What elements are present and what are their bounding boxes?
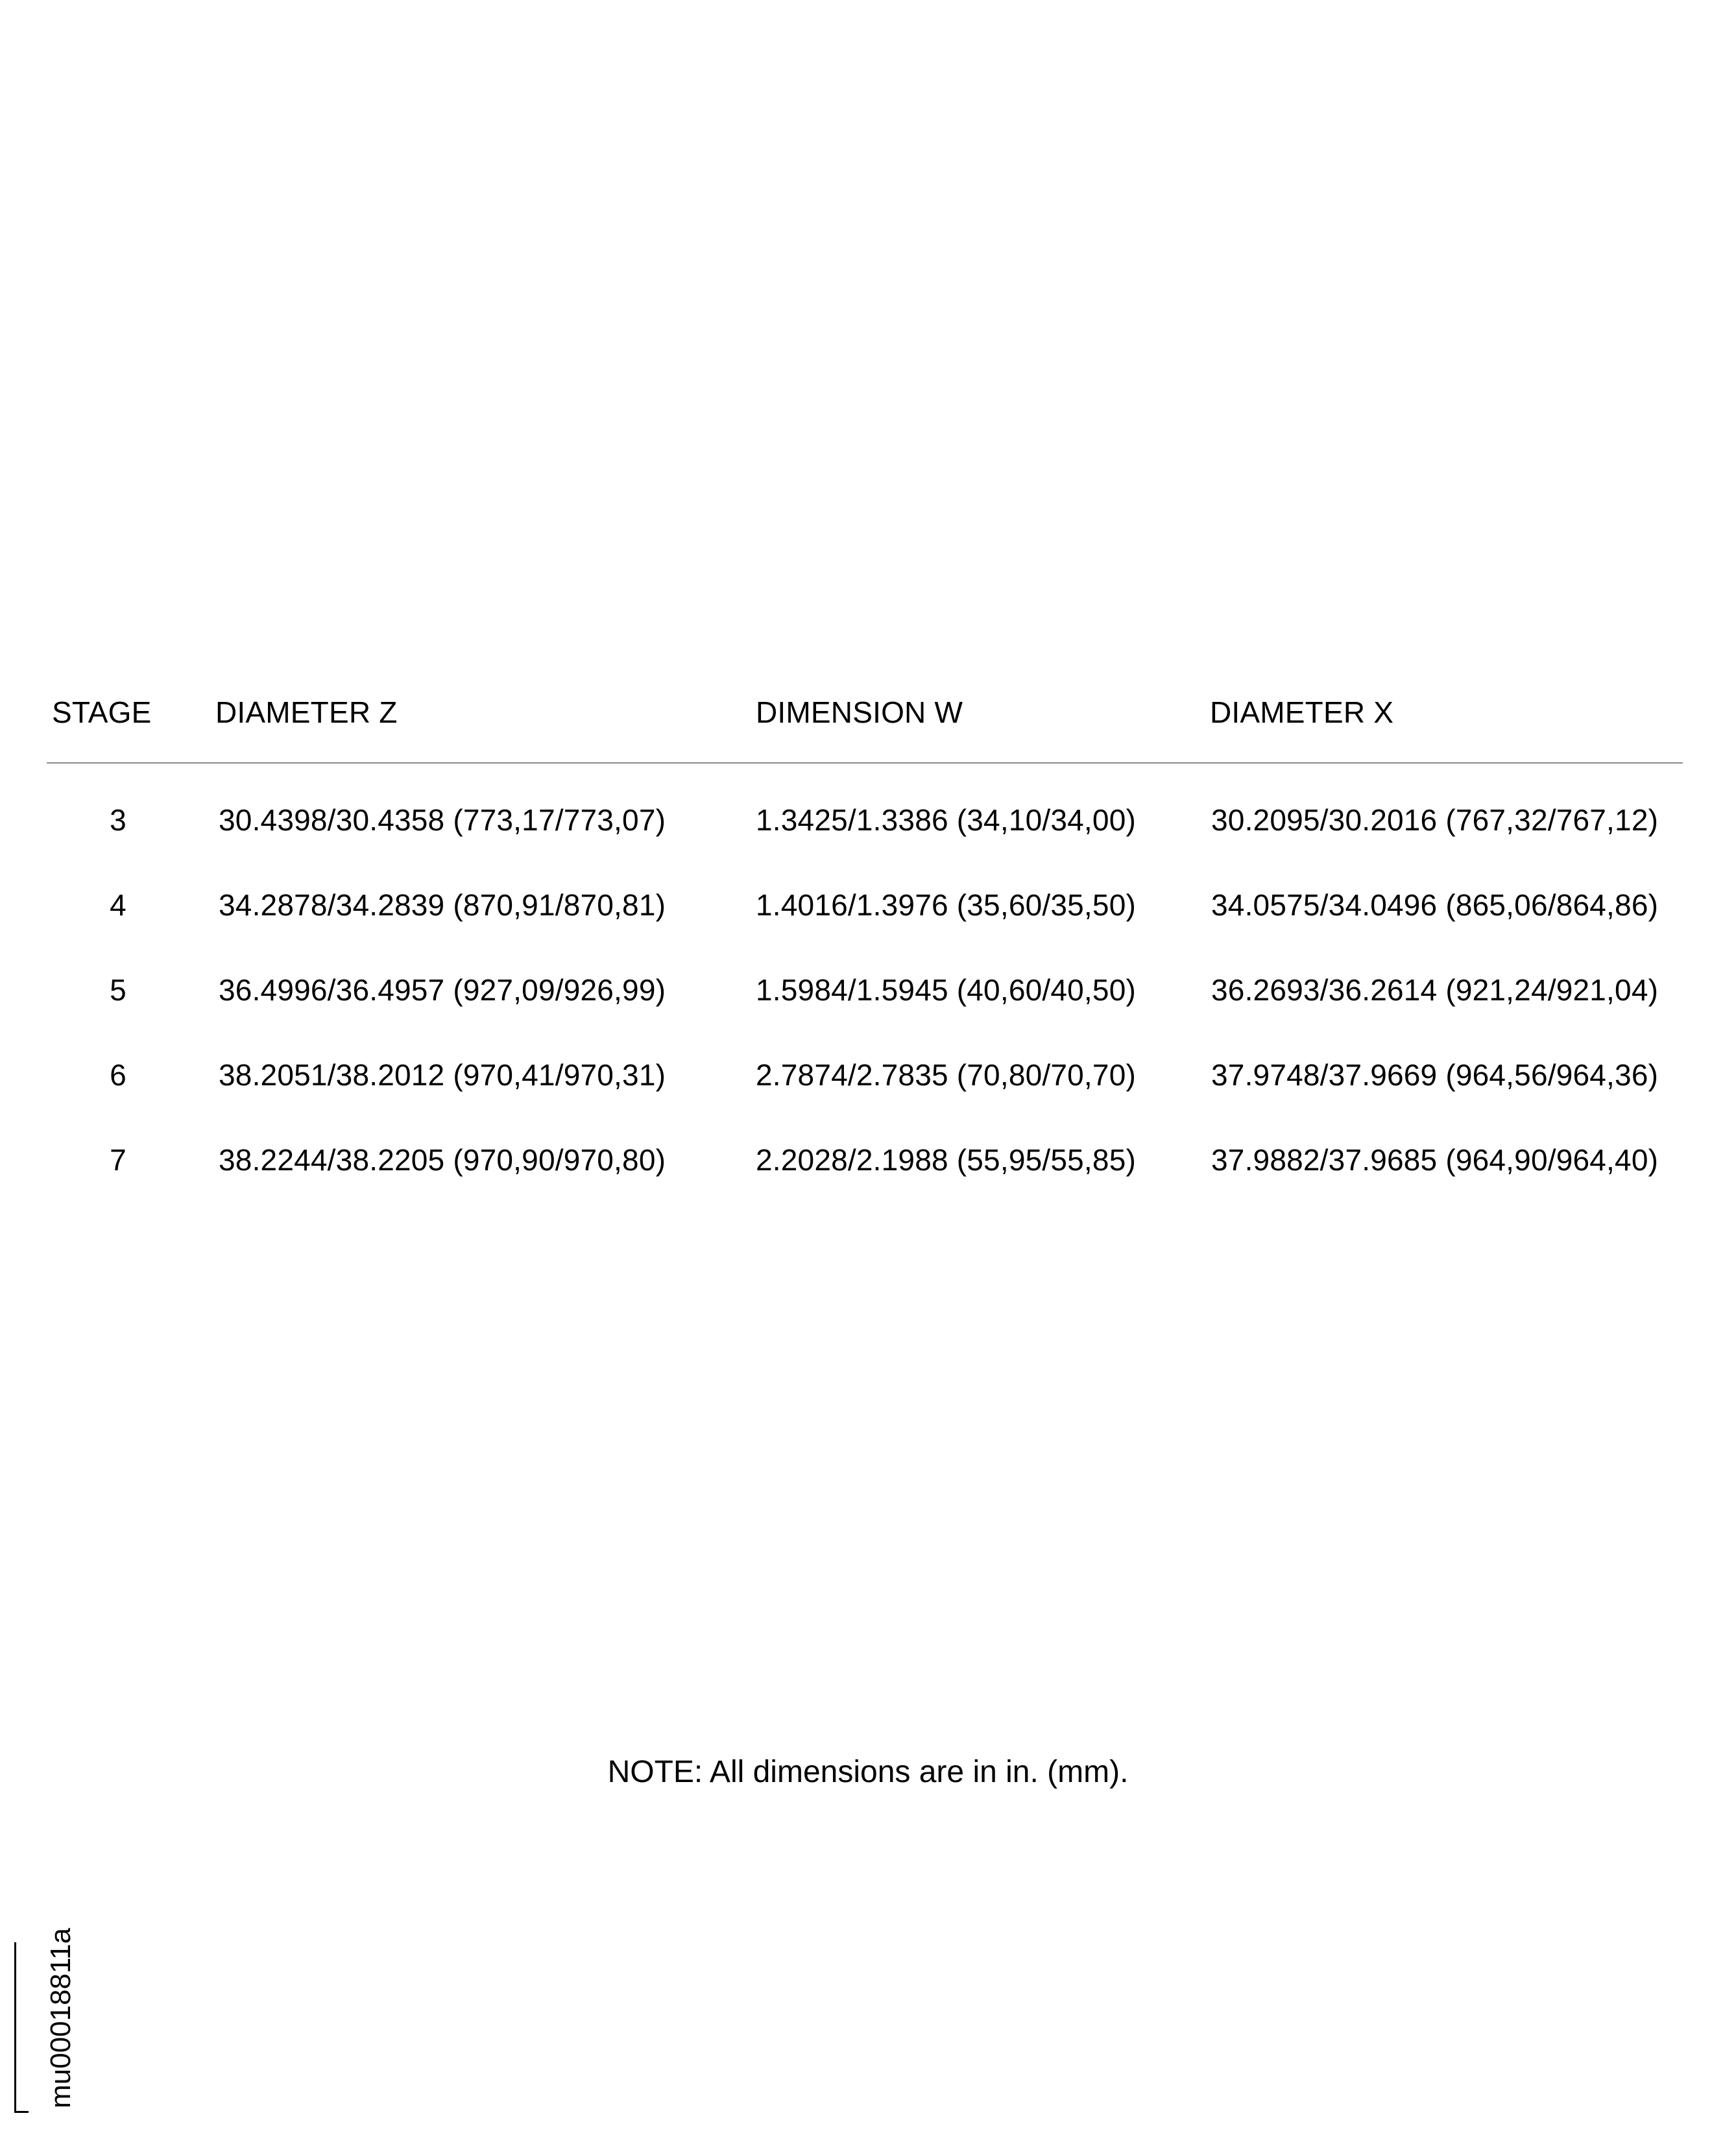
dimension-w-cell: 1.3425/1.3386 (34,10/34,00) (756, 803, 1136, 837)
figure-code: mu00018811a (45, 1927, 77, 2108)
header-diameter-x: DIAMETER X (1210, 695, 1394, 729)
stage-cell: 7 (110, 1143, 127, 1177)
figure-code-bracket-foot (14, 2111, 29, 2113)
dimension-w-cell: 1.5984/1.5945 (40,60/40,50) (756, 973, 1136, 1007)
header-divider (47, 762, 1683, 764)
diameter-z-cell: 34.2878/34.2839 (870,91/870,81) (219, 888, 666, 922)
stage-cell: 5 (110, 973, 127, 1007)
figure-code-block (29, 1920, 77, 2108)
stage-cell: 4 (110, 888, 127, 922)
diameter-x-cell: 30.2095/30.2016 (767,32/767,12) (1211, 803, 1659, 837)
diameter-z-cell: 38.2051/38.2012 (970,41/970,31) (219, 1058, 666, 1092)
diameter-x-cell: 34.0575/34.0496 (865,06/864,86) (1211, 888, 1659, 922)
dimension-w-cell: 2.7874/2.7835 (70,80/70,70) (756, 1058, 1136, 1092)
units-note: NOTE: All dimensions are in in. (mm). (607, 1755, 1129, 1789)
header-dimension-w: DIMENSION W (756, 695, 963, 729)
stage-cell: 3 (110, 803, 127, 837)
diameter-x-cell: 37.9748/37.9669 (964,56/964,36) (1211, 1058, 1659, 1092)
diameter-x-cell: 36.2693/36.2614 (921,24/921,04) (1211, 973, 1659, 1007)
dimension-w-cell: 2.2028/2.1988 (55,95/55,85) (756, 1143, 1136, 1177)
diameter-z-cell: 30.4398/30.4358 (773,17/773,07) (219, 803, 666, 837)
dimension-w-cell: 1.4016/1.3976 (35,60/35,50) (756, 888, 1136, 922)
diameter-z-cell: 38.2244/38.2205 (970,90/970,80) (219, 1143, 666, 1177)
diameter-z-cell: 36.4996/36.4957 (927,09/926,99) (219, 973, 666, 1007)
header-diameter-z: DIAMETER Z (215, 695, 398, 729)
figure-code-bracket (14, 1942, 16, 2112)
diameter-x-cell: 37.9882/37.9685 (964,90/964,40) (1211, 1143, 1659, 1177)
header-stage: STAGE (52, 695, 152, 729)
stage-cell: 6 (110, 1058, 127, 1092)
